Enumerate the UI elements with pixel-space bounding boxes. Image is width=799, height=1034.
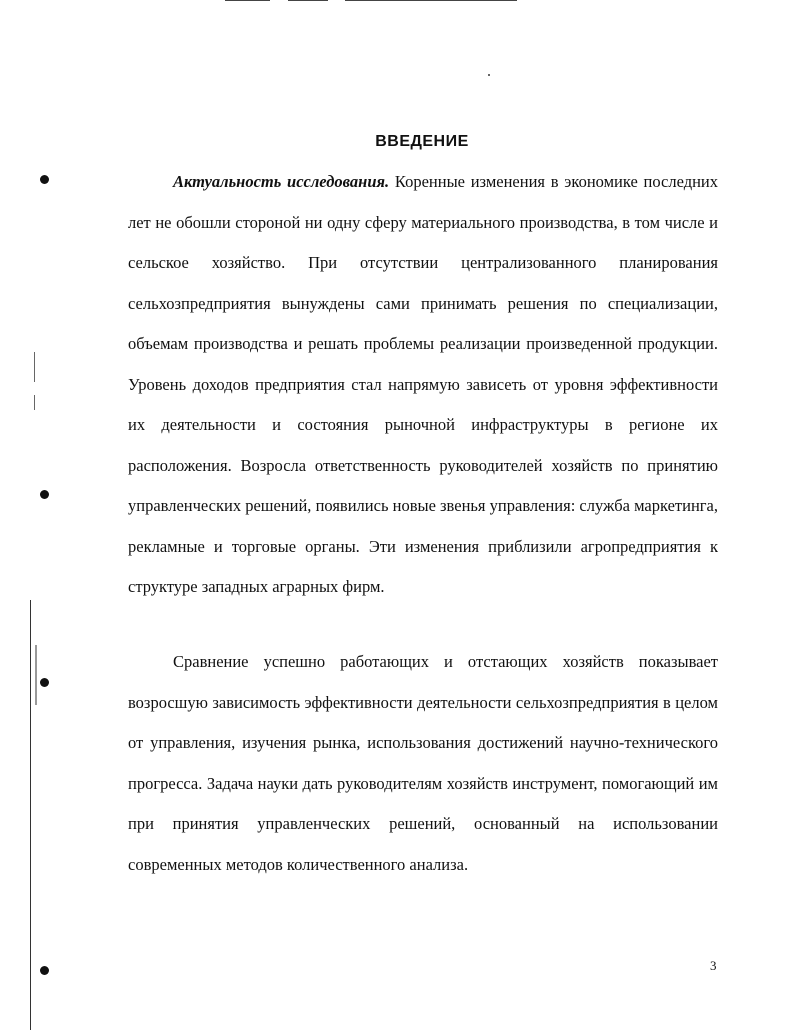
scan-speck	[35, 645, 37, 705]
binding-hole-mark	[40, 966, 49, 975]
scan-top-rule	[225, 0, 270, 1]
scan-top-rule	[288, 0, 328, 1]
binding-hole-mark	[40, 175, 49, 184]
paragraph-text: Коренные изменения в экономике последних лет не обошли стороной ни одну сферу материального производства, в том числе и сельское хозяйство. При отсутствии централизованного планирования сельхозпредприятия вынуждены сами принимать решения по специализации, объемам производства и решать проблемы реализации произведенной продукции. Уровень доходов предприятия стал напрямую зависеть от уровня эффективности их деятельности и состояния рыночной инфраструктуры в регионе их расположения. Возросла ответственность руководителей хозяйств по принятию управленческих решений, появились новые звенья управления: служба маркетинга, рекламные и торговые органы. Эти изменения приблизили агропредприятия к структуре западных аграрных фирм.	[128, 172, 719, 596]
scan-speck	[34, 395, 35, 410]
paragraph-lead: Актуальность исследования.	[173, 172, 390, 191]
scan-speck	[34, 352, 35, 382]
section-heading: ВВЕДЕНИЕ	[375, 133, 469, 150]
scan-left-border	[30, 600, 31, 1030]
binding-hole-mark	[40, 490, 49, 499]
binding-hole-mark	[40, 678, 49, 687]
paragraph-comparison: Сравнение успешно работающих и отстающих хозяйств показывает возросшую зависимость эффективности деятельности сельхозпредприятия в целом от управления, изучения рынка, использования достижений научно-технического прогресса. Задача науки дать руководителям хозяйств инструмент, помогающий им при принятия управленческих решений, основанный на использовании современных методов количественного анализа.	[128, 652, 718, 874]
scan-speck	[488, 74, 490, 76]
scan-top-rule	[345, 0, 517, 1]
paragraph-relevance	[128, 162, 718, 608]
page-number: 3	[710, 958, 717, 973]
